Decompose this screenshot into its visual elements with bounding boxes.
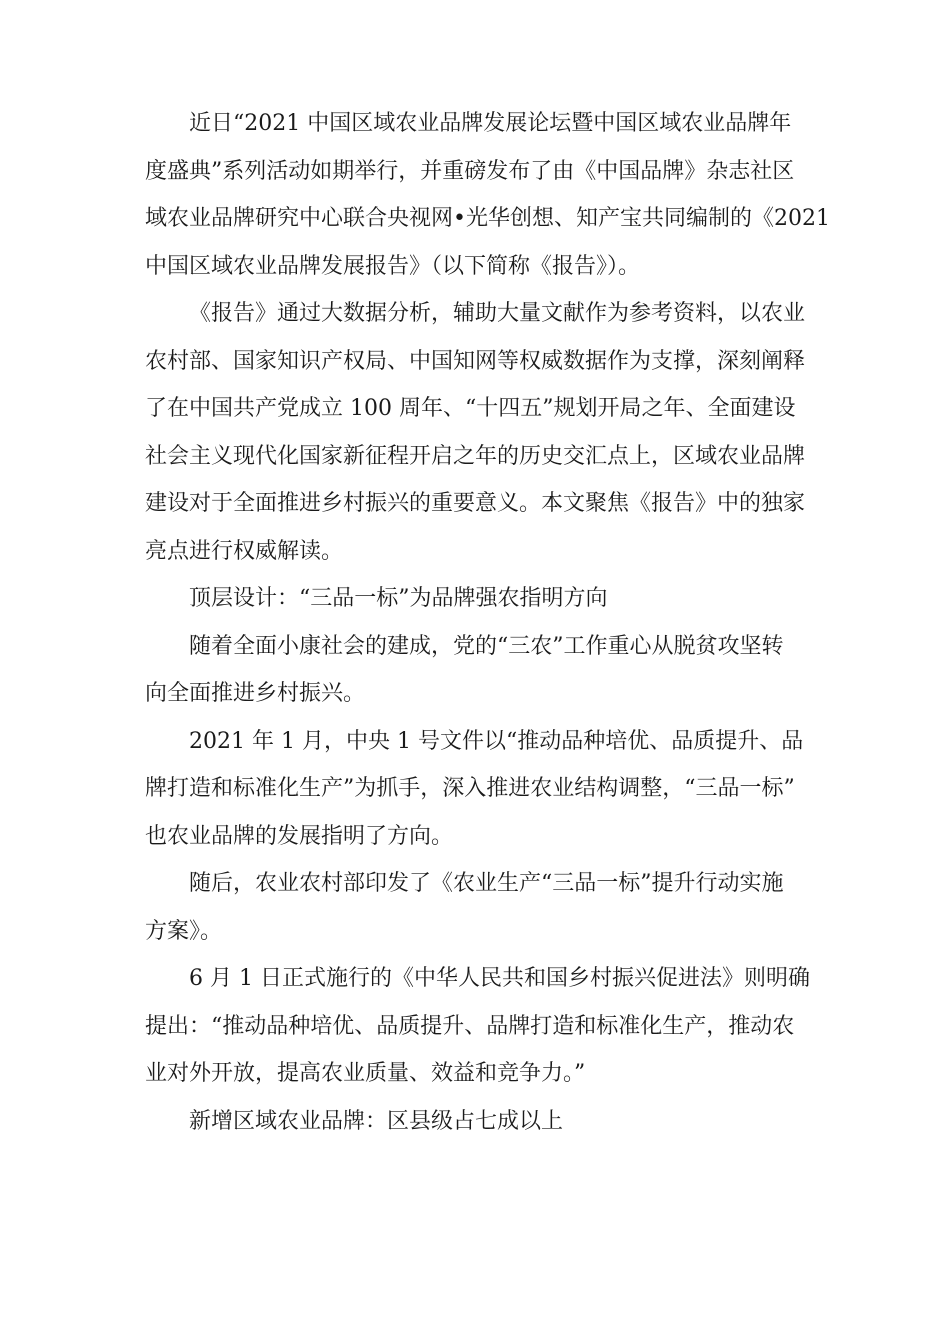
text-line: 随后，农业农村部印发了《农业生产“三品一标”提升行动实施	[189, 871, 784, 896]
text-line: 业对外开放，提高农业质量、效益和竞争力。”	[145, 1061, 586, 1086]
text-line: 《报告》通过大数据分析，辅助大量文献作为参考资料，以农业	[189, 301, 806, 326]
text-line: 中国区域农业品牌发展报告》（以下简称《报告》）。	[145, 253, 641, 279]
paragraph-report-summary	[145, 290, 817, 575]
text-line: 方案》。	[145, 918, 223, 944]
text-line: 度盛典”系列活动如期举行，并重磅发布了由《中国品牌》杂志社区	[145, 158, 795, 184]
text-line: 6 月 1 日正式施行的《中华人民共和国乡村振兴促进法》则明确	[189, 966, 810, 991]
text-line: 农村部、国家知识产权局、中国知网等权威数据作为支撑，深刻阐释	[145, 348, 806, 374]
section-heading: 顶层设计：“三品一标”为品牌强农指明方向	[189, 586, 608, 611]
text-line: 了在中国共产党成立 100 周年、“十四五”规划开局之年、全面建设	[145, 396, 796, 421]
text-line: 向全面推进乡村振兴。	[145, 681, 366, 706]
text-line: 近日“2021 中国区域农业品牌发展论坛暨中国区域农业品牌年	[189, 111, 792, 136]
text-line: 建设对于全面推进乡村振兴的重要意义。本文聚焦《报告》中的独家	[145, 491, 806, 516]
paragraph-intro	[145, 100, 830, 290]
paragraph-ministry-plan	[145, 860, 817, 955]
text-line: 随着全面小康社会的建成，党的“三农”工作重心从脱贫攻坚转	[189, 633, 784, 659]
section-heading-new-brands	[145, 1098, 817, 1146]
text-line: 社会主义现代化国家新征程开启之年的历史交汇点上，区域农业品牌	[145, 443, 806, 469]
text-line: 2021 年 1 月，中央 1 号文件以“推动品种培优、品质提升、品	[189, 728, 804, 754]
text-line: 域农业品牌研究中心联合央视网•光华创想、知产宝共同编制的《2021	[145, 206, 830, 231]
text-line: 牌打造和标准化生产”为抓手，深入推进农业结构调整，“三品一标”	[145, 776, 795, 801]
text-line: 也农业品牌的发展指明了方向。	[145, 823, 454, 849]
document-body	[145, 100, 830, 1145]
section-heading-top-level-design	[145, 575, 817, 623]
paragraph-no1-document	[145, 718, 817, 861]
paragraph-moderately-prosperous	[145, 623, 817, 718]
text-line: 亮点进行权威解读。	[145, 538, 344, 564]
text-line: 提出：“推动品种培优、品质提升、品牌打造和标准化生产，推动农	[145, 1013, 795, 1039]
paragraph-rural-revitalization-law	[145, 955, 817, 1098]
section-heading: 新增区域农业品牌：区县级占七成以上	[189, 1108, 564, 1134]
